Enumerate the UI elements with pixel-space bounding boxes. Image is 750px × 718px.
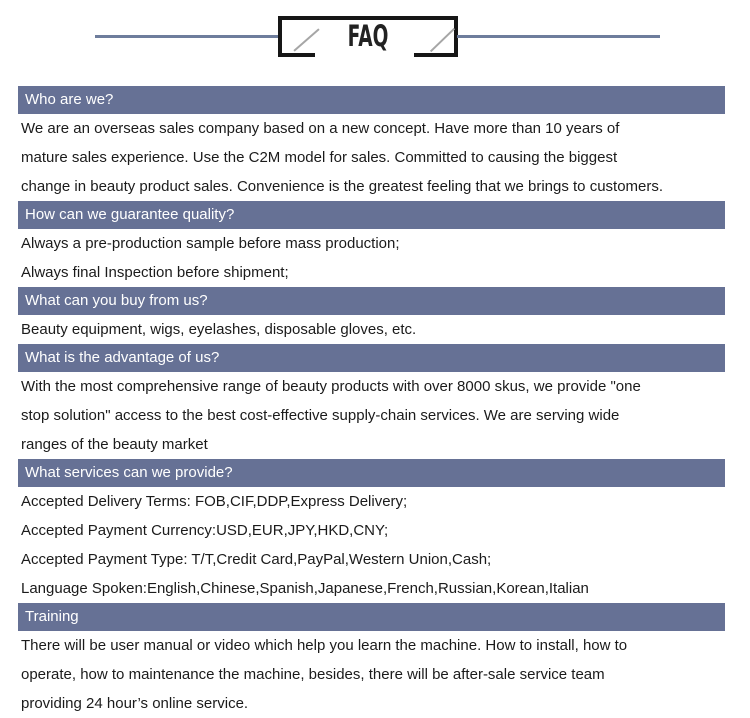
answer-line: Always final Inspection before shipment; <box>21 264 289 281</box>
answer-line: ranges of the beauty market <box>21 436 208 453</box>
faq-section <box>18 287 725 344</box>
answer-line: With the most comprehensive range of beauty products with over 8000 skus, we provide "one <box>21 378 641 395</box>
answer-line: There will be user manual or video which help you learn the machine. How to install, how to <box>21 637 628 654</box>
page-title: FAQ <box>347 19 389 53</box>
title-box-border-gap <box>315 53 414 57</box>
answer-line: change in beauty product sales. Convenience is the greatest feeling that we brings to customers. <box>21 178 664 195</box>
answer-line: We are an overseas sales company based on a new concept. Have more than 10 years of <box>21 120 620 137</box>
answer-line: Language Spoken:English,Chinese,Spanish,Japanese,French,Russian,Korean,Italian <box>21 580 589 597</box>
answer-line: mature sales experience. Use the C2M model for sales. Committed to causing the biggest <box>21 149 618 166</box>
question-bar: Who are we? <box>18 86 725 114</box>
faq-sections <box>18 86 725 718</box>
question-bar: What services can we provide? <box>18 459 725 487</box>
faq-section <box>18 603 725 718</box>
answer-line: Accepted Payment Type: T/T,Credit Card,PayPal,Western Union,Cash; <box>21 551 492 568</box>
title-divider-right <box>457 35 660 38</box>
title-divider-left <box>95 35 279 38</box>
answer-line: Beauty equipment, wigs, eyelashes, disposable gloves, etc. <box>21 321 417 338</box>
title-area <box>0 0 750 86</box>
faq-section <box>18 344 725 459</box>
question-bar: What can you buy from us? <box>18 287 725 315</box>
question-bar: Training <box>18 603 725 631</box>
faq-section <box>18 86 725 201</box>
question-bar: What is the advantage of us? <box>18 344 725 372</box>
title-box <box>278 16 458 57</box>
answer-line: Accepted Delivery Terms: FOB,CIF,DDP,Express Delivery; <box>21 493 408 510</box>
answer-line: providing 24 hour’s online service. <box>21 695 249 712</box>
answer-line: stop solution" access to the best cost-effective supply-chain services. We are serving wide <box>21 407 620 424</box>
slash-icon <box>430 28 455 52</box>
question-bar: How can we guarantee quality? <box>18 201 725 229</box>
faq-section <box>18 459 725 603</box>
answer-line: operate, how to maintenance the machine, besides, there will be after-sale service team <box>21 666 605 683</box>
answer-line: Accepted Payment Currency:USD,EUR,JPY,HKD,CNY; <box>21 522 389 539</box>
answer-line: Always a pre-production sample before mass production; <box>21 235 400 252</box>
faq-section <box>18 201 725 287</box>
